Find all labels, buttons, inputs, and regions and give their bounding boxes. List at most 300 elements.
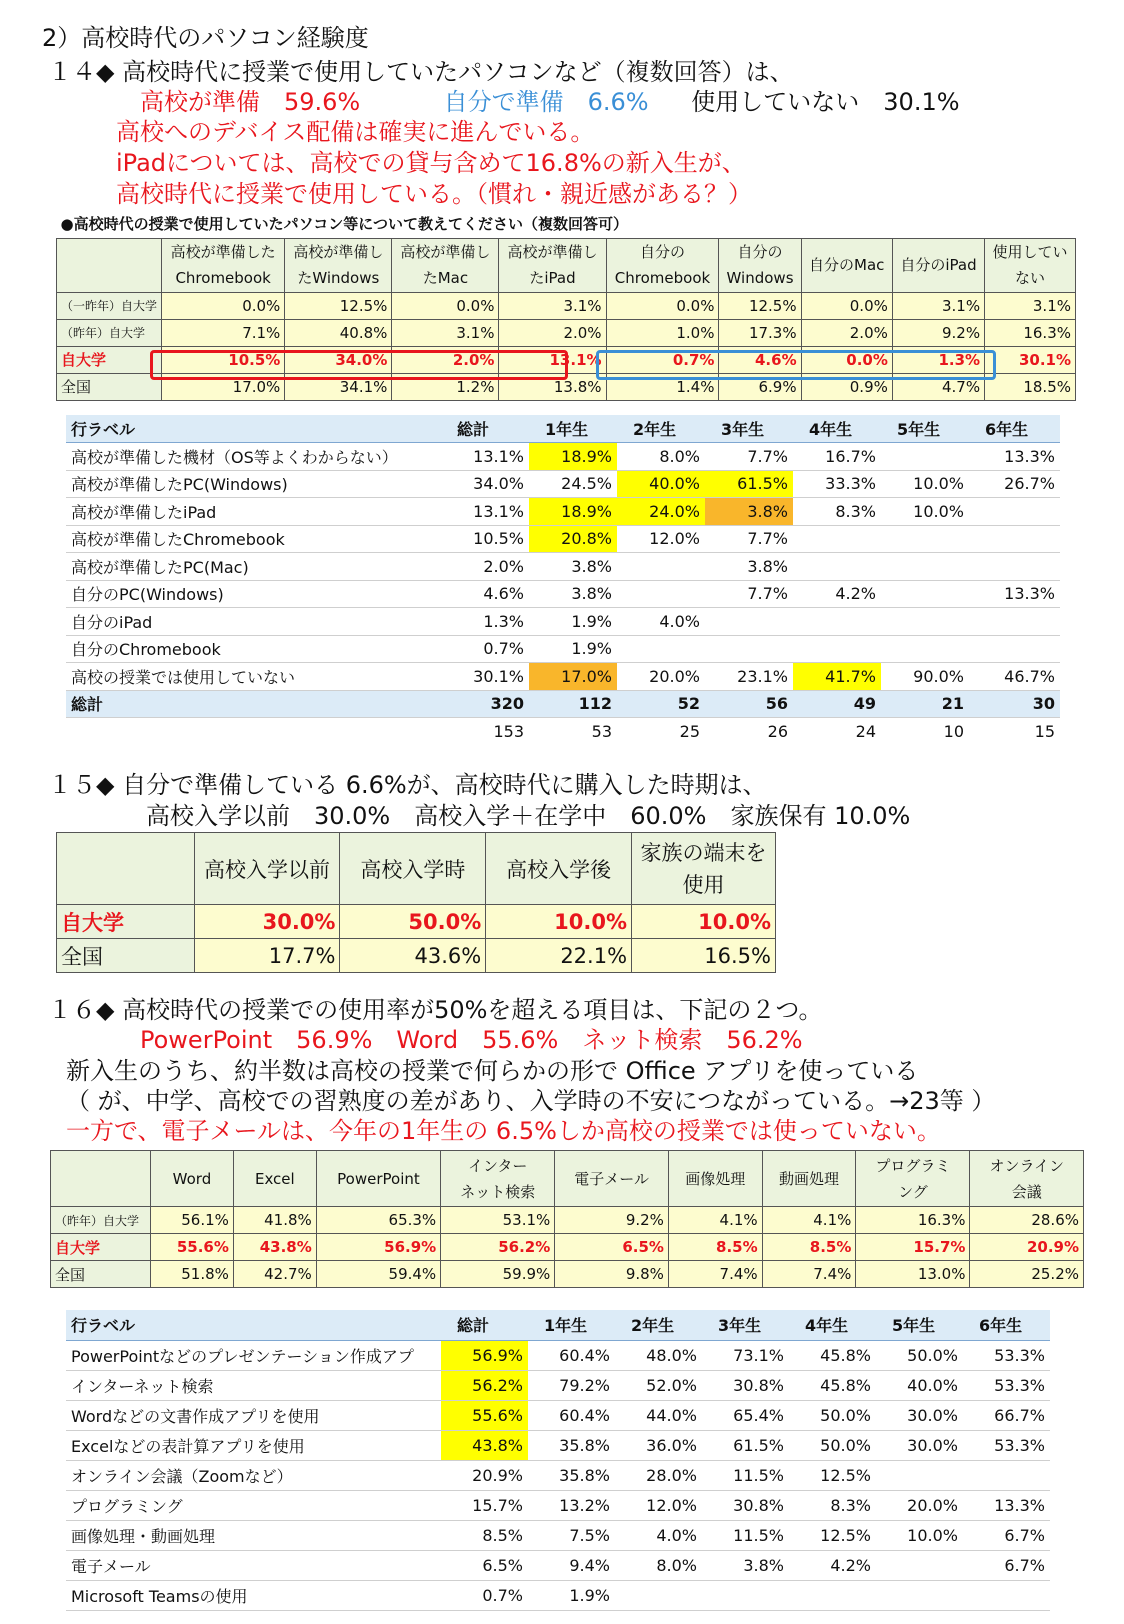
- table-cell: 9.8%: [555, 1261, 669, 1288]
- q14-col-header: [162, 238, 285, 292]
- table-cell: 4.6%: [719, 346, 801, 373]
- pivot-cell: 2.0%: [441, 553, 529, 581]
- q16-col-header: [441, 1151, 555, 1207]
- pivot-cell: 40.0%: [617, 470, 705, 498]
- col-header-line2: Windows: [726, 269, 794, 287]
- q16-col-header: [970, 1151, 1084, 1207]
- pivot-cell: [702, 1580, 789, 1610]
- pivot-row-label: 自分のChromebook: [66, 635, 441, 663]
- table-row: [51, 1261, 1084, 1288]
- q16-heading: １６◆ 高校時代の授業での使用率が50%を超える項目は、下記の２つ。: [48, 996, 823, 1024]
- pivot-header-row: [66, 415, 1060, 443]
- q15-summary: 高校入学以前 30.0% 高校入学＋在学中 60.0% 家族保有 10.0%: [146, 802, 911, 830]
- table-cell: 12.5%: [719, 292, 801, 319]
- pivot-cell: 30.8%: [702, 1490, 789, 1520]
- col-header-line1: 自分の: [737, 243, 783, 261]
- q14-table-title-row: [57, 210, 1076, 238]
- pivot-cell: 0.7%: [441, 635, 529, 663]
- q14-table-title: ●高校時代の授業で使用していたパソコン等について教えてください（複数回答可）: [60, 215, 628, 234]
- q16-pivot-table: [66, 1310, 1050, 1611]
- pivot-row-label: 高校が準備したPC(Windows): [66, 470, 441, 498]
- pivot-total-cell: 21: [881, 690, 969, 718]
- row-label: 自大学: [57, 905, 195, 939]
- pivot-cell: [705, 608, 793, 636]
- pivot-header-cell: 1年生: [529, 415, 617, 443]
- pivot-cell: 10.0%: [876, 1520, 963, 1550]
- pivot-count-cell: 15: [1034, 722, 1055, 741]
- table-cell: 0.0%: [162, 292, 285, 319]
- table-cell: 56.2%: [441, 1234, 555, 1261]
- pivot-cell: 61.5%: [705, 470, 793, 498]
- pivot-cell: [881, 553, 969, 581]
- table-cell: 8.5%: [668, 1234, 762, 1261]
- pivot-row: [66, 635, 1060, 663]
- pivot-cell: 46.7%: [969, 663, 1060, 691]
- pivot-row: [66, 580, 1060, 608]
- pivot-cell: 73.1%: [702, 1340, 789, 1370]
- pivot-cell: 24.5%: [529, 470, 617, 498]
- table-cell: 50.0%: [340, 905, 486, 939]
- col-header-line1: Word: [172, 1169, 212, 1188]
- pivot-cell: 53.3%: [963, 1340, 1050, 1370]
- col-header-line1: 高校が準備し: [507, 243, 598, 261]
- pivot-cell: 28.0%: [615, 1460, 702, 1490]
- pivot-header-cell: 行ラベル: [66, 415, 441, 443]
- pivot-count-cell: 10: [943, 722, 964, 741]
- pivot-cell: [969, 553, 1060, 581]
- col-header-line2: たWindows: [297, 269, 380, 287]
- pivot-cell: 35.8%: [528, 1460, 615, 1490]
- table-cell: 13.8%: [499, 373, 606, 400]
- q16-col-header: [151, 1151, 234, 1207]
- pivot-row: [66, 663, 1060, 691]
- col-header-line1: オンライン: [989, 1156, 1065, 1175]
- pivot-header-cell: 総計: [441, 1310, 528, 1340]
- table-cell: 43.6%: [340, 939, 486, 973]
- table-cell: 17.0%: [162, 373, 285, 400]
- pivot-cell: 34.0%: [441, 470, 529, 498]
- pivot-cell: 1.9%: [529, 608, 617, 636]
- pivot-cell: 56.9%: [441, 1340, 528, 1370]
- pivot-cell: [793, 608, 881, 636]
- header-corner: [51, 1151, 151, 1207]
- pivot-cell: 20.0%: [617, 663, 705, 691]
- q14-table: [56, 210, 1076, 401]
- pivot-row-label: 自分のiPad: [66, 608, 441, 636]
- table-cell: 59.9%: [441, 1261, 555, 1288]
- col-header-line2: たiPad: [529, 269, 576, 287]
- pivot-cell: 30.8%: [702, 1370, 789, 1400]
- table-cell: 30.1%: [985, 346, 1076, 373]
- table-cell: 2.0%: [499, 319, 606, 346]
- pivot-cell: 20.9%: [441, 1460, 528, 1490]
- table-cell: 16.3%: [856, 1207, 970, 1234]
- pivot-cell: [615, 1580, 702, 1610]
- q14-note-2: iPadについては、高校での貸与含めて16.8%の新入生が、: [116, 149, 746, 177]
- pivot-cell: 20.8%: [529, 525, 617, 553]
- table-cell: 4.7%: [892, 373, 984, 400]
- pivot-cell: 23.1%: [705, 663, 793, 691]
- pivot-cell: [793, 525, 881, 553]
- table-cell: 4.1%: [668, 1207, 762, 1234]
- table-cell: 10.0%: [632, 905, 776, 939]
- pivot-cell: 8.3%: [793, 498, 881, 526]
- pivot-row: [66, 525, 1060, 553]
- q16-note-1: 新入生のうち、約半数は高校の授業で何らかの形で Office アプリを使っている: [66, 1057, 919, 1085]
- table-cell: 55.6%: [151, 1234, 234, 1261]
- pivot-cell: 18.9%: [529, 498, 617, 526]
- col-header-line1: 高校が準備し: [293, 243, 384, 261]
- pivot-row-label: オンライン会議（Zoomなど）: [66, 1460, 441, 1490]
- pivot-row-label: Wordなどの文書作成アプリを使用: [66, 1400, 441, 1430]
- pivot-row-label: Microsoft Teamsの使用: [66, 1580, 441, 1610]
- table-cell: 13.0%: [856, 1261, 970, 1288]
- table-cell: 6.9%: [719, 373, 801, 400]
- pivot-header-cell: 4年生: [789, 1310, 876, 1340]
- row-label: （昨年）自大学: [51, 1207, 151, 1234]
- table-row: [57, 939, 776, 973]
- pivot-cell: 18.9%: [529, 443, 617, 471]
- q16-note-3: 一方で、電子メールは、今年の1年生の 6.5%しか高校の授業では使っていない。: [66, 1117, 941, 1145]
- pivot-cell: 7.7%: [705, 580, 793, 608]
- header-corner: [57, 833, 195, 905]
- pivot-cell: 15.7%: [441, 1490, 528, 1520]
- col-header-line1: 自分の: [639, 243, 685, 261]
- table-row: [57, 346, 1076, 373]
- pivot-cell: 52.0%: [615, 1370, 702, 1400]
- pivot-row-label: 高校が準備したPC(Mac): [66, 553, 441, 581]
- table-cell: 25.2%: [970, 1261, 1084, 1288]
- pivot-cell: 11.5%: [702, 1520, 789, 1550]
- table-cell: 3.1%: [392, 319, 499, 346]
- pivot-cell: [881, 443, 969, 471]
- col-header-line1: 動画処理: [779, 1169, 840, 1188]
- q14-col-header: [801, 238, 892, 292]
- table-cell: 9.2%: [892, 319, 984, 346]
- pivot-cell: 36.0%: [615, 1430, 702, 1460]
- pivot-cell: 66.7%: [963, 1400, 1050, 1430]
- table-row: [51, 1207, 1084, 1234]
- pivot-row: [66, 1400, 1050, 1430]
- pivot-cell: 61.5%: [702, 1430, 789, 1460]
- col-header-line2: ング: [898, 1182, 928, 1201]
- table-cell: 3.1%: [892, 292, 984, 319]
- table-cell: 0.0%: [392, 292, 499, 319]
- pivot-cell: 3.8%: [529, 553, 617, 581]
- pivot-cell: [963, 1460, 1050, 1490]
- pivot-cell: [881, 608, 969, 636]
- pivot-cell: 60.4%: [528, 1340, 615, 1370]
- table-cell: 0.0%: [801, 346, 892, 373]
- pivot-cell: [617, 635, 705, 663]
- pivot-cell: 79.2%: [528, 1370, 615, 1400]
- pivot-cell: [881, 525, 969, 553]
- table-cell: 40.8%: [285, 319, 392, 346]
- pivot-row: [66, 1370, 1050, 1400]
- pivot-row-label: 高校が準備したChromebook: [66, 525, 441, 553]
- col-header-line1: 高校が準備した: [170, 243, 276, 261]
- pivot-cell: 41.7%: [793, 663, 881, 691]
- row-label: 全国: [51, 1261, 151, 1288]
- pivot-total-cell: 56: [705, 690, 793, 718]
- table-cell: 53.1%: [441, 1207, 555, 1234]
- table-cell: 0.9%: [801, 373, 892, 400]
- pivot-cell: [876, 1460, 963, 1490]
- table-cell: 0.0%: [606, 292, 719, 319]
- pivot-cell: 30.1%: [441, 663, 529, 691]
- pivot-header-cell: 5年生: [881, 415, 969, 443]
- pivot-cell: 17.0%: [529, 663, 617, 691]
- row-label: 自大学: [57, 346, 162, 373]
- pivot-cell: 4.2%: [793, 580, 881, 608]
- pivot-cell: [963, 1580, 1050, 1610]
- table-cell: 42.7%: [233, 1261, 316, 1288]
- pivot-row: [66, 1460, 1050, 1490]
- pivot-cell: 1.9%: [529, 635, 617, 663]
- pivot-cell: 10.0%: [881, 498, 969, 526]
- table-cell: 41.8%: [233, 1207, 316, 1234]
- pivot-count-cell: 24: [855, 722, 876, 741]
- q15-col-header: 高校入学時: [340, 833, 486, 905]
- pivot-cell: 45.8%: [789, 1370, 876, 1400]
- table-cell: 4.1%: [762, 1207, 856, 1234]
- pivot-row: [66, 608, 1060, 636]
- pivot-header-cell: 4年生: [793, 415, 881, 443]
- pivot-cell: [969, 525, 1060, 553]
- col-header-line1: インター: [468, 1156, 528, 1175]
- pivot-cell: 8.0%: [617, 443, 705, 471]
- pivot-cell: 12.5%: [789, 1520, 876, 1550]
- pivot-cell: 6.5%: [441, 1550, 528, 1580]
- q14-note-3: 高校時代に授業で使用している。（慣れ・親近感がある？）: [116, 180, 752, 208]
- pivot-cell: 12.5%: [789, 1460, 876, 1490]
- q16-col-header: [233, 1151, 316, 1207]
- q14-summary-own: 自分で準備 6.6%: [443, 88, 649, 116]
- pivot-cell: 90.0%: [881, 663, 969, 691]
- pivot-header-cell: 3年生: [702, 1310, 789, 1340]
- q14-pivot-table: [66, 415, 1060, 745]
- q14-col-header: [985, 238, 1076, 292]
- pivot-header-cell: 2年生: [615, 1310, 702, 1340]
- col-header-line1: 自分のMac: [809, 256, 885, 274]
- pivot-row-label: インターネット検索: [66, 1370, 441, 1400]
- q14-col-header: [606, 238, 719, 292]
- pivot-cell: 16.7%: [793, 443, 881, 471]
- col-header-line1: 自分のiPad: [900, 256, 977, 274]
- table-row: [57, 905, 776, 939]
- header-corner: [57, 238, 162, 292]
- pivot-header-cell: 5年生: [876, 1310, 963, 1340]
- col-header-line1: プログラミ: [875, 1156, 951, 1175]
- table-cell: 59.4%: [316, 1261, 440, 1288]
- row-label: 全国: [57, 373, 162, 400]
- pivot-cell: [969, 608, 1060, 636]
- pivot-cell: 40.0%: [876, 1370, 963, 1400]
- pivot-cell: 8.5%: [441, 1520, 528, 1550]
- pivot-count-cell: 25: [679, 722, 700, 741]
- q16-table-header: [51, 1151, 1084, 1207]
- col-header-line2: Chromebook: [614, 269, 711, 287]
- pivot-cell: 45.8%: [789, 1340, 876, 1370]
- table-cell: 18.5%: [985, 373, 1076, 400]
- pivot-cell: 7.7%: [705, 443, 793, 471]
- table-cell: 7.4%: [762, 1261, 856, 1288]
- q14-table-header: [57, 238, 1076, 292]
- table-cell: 7.4%: [668, 1261, 762, 1288]
- pivot-cell: 50.0%: [876, 1340, 963, 1370]
- row-label: （昨年）自大学: [57, 319, 162, 346]
- table-cell: 65.3%: [316, 1207, 440, 1234]
- pivot-cell: 12.0%: [617, 525, 705, 553]
- pivot-cell: 33.3%: [793, 470, 881, 498]
- pivot-cell: 9.4%: [528, 1550, 615, 1580]
- pivot-cell: 1.9%: [528, 1580, 615, 1610]
- pivot-header-cell: 6年生: [963, 1310, 1050, 1340]
- pivot-cell: 26.7%: [969, 470, 1060, 498]
- pivot-cell: 7.7%: [705, 525, 793, 553]
- table-row: [57, 373, 1076, 400]
- col-header-line1: 画像処理: [685, 1169, 746, 1188]
- table-cell: 0.7%: [606, 346, 719, 373]
- table-cell: 3.1%: [985, 292, 1076, 319]
- pivot-cell: 4.2%: [789, 1550, 876, 1580]
- pivot-header-cell: 3年生: [705, 415, 793, 443]
- q14-note-1: 高校へのデバイス配備は確実に進んでいる。: [116, 118, 595, 146]
- pivot-total-row: [66, 690, 1060, 718]
- pivot-cell: 13.1%: [441, 443, 529, 471]
- table-cell: 56.1%: [151, 1207, 234, 1234]
- table-cell: 1.3%: [892, 346, 984, 373]
- pivot-row-label: プログラミング: [66, 1490, 441, 1520]
- q16-col-header: [668, 1151, 762, 1207]
- pivot-row-label: 自分のPC(Windows): [66, 580, 441, 608]
- section-title: 2）高校時代のパソコン経験度: [42, 24, 369, 52]
- pivot-row: [66, 470, 1060, 498]
- pivot-row-label: 高校が準備したiPad: [66, 498, 441, 526]
- col-header-line2: ない: [1015, 269, 1046, 287]
- pivot-row: [66, 1430, 1050, 1460]
- pivot-cell: 53.3%: [963, 1370, 1050, 1400]
- pivot-cell: 3.8%: [702, 1550, 789, 1580]
- table-cell: 10.0%: [486, 905, 632, 939]
- table-cell: 56.9%: [316, 1234, 440, 1261]
- table-cell: 51.8%: [151, 1261, 234, 1288]
- pivot-cell: 4.0%: [617, 608, 705, 636]
- pivot-cell: 1.3%: [441, 608, 529, 636]
- table-cell: 2.0%: [801, 319, 892, 346]
- pivot-total-cell: 49: [793, 690, 881, 718]
- table-cell: 43.8%: [233, 1234, 316, 1261]
- pivot-cell: 6.7%: [963, 1550, 1050, 1580]
- pivot-row-label: PowerPointなどのプレゼンテーション作成アプ: [66, 1340, 441, 1370]
- col-header-line2: 使用: [682, 872, 725, 897]
- pivot-total-cell: 52: [617, 690, 705, 718]
- pivot-cell: 13.2%: [528, 1490, 615, 1520]
- pivot-total-cell: 総計: [66, 690, 441, 718]
- pivot-cell: 10.0%: [881, 470, 969, 498]
- table-row: [51, 1234, 1084, 1261]
- q16-note-2: （ が、中学、高校での習熟度の差があり、入学時の不安につながっている。→23等 ）: [66, 1087, 996, 1115]
- pivot-count-row: [66, 718, 1060, 746]
- pivot-cell: 48.0%: [615, 1340, 702, 1370]
- q14-summary-school: 高校が準備 59.6%: [140, 88, 361, 116]
- col-header-line1: 高校が準備し: [400, 243, 491, 261]
- col-header-line2: ネット検索: [460, 1182, 536, 1201]
- table-cell: 17.3%: [719, 319, 801, 346]
- pivot-row-label: 高校が準備した機材（OS等よくわからない）: [66, 443, 441, 471]
- pivot-cell: 10.5%: [441, 525, 529, 553]
- pivot-cell: 65.4%: [702, 1400, 789, 1430]
- pivot-count-cell: 53: [591, 722, 612, 741]
- row-label: 自大学: [51, 1234, 151, 1261]
- table-row: [57, 319, 1076, 346]
- pivot-cell: 50.0%: [789, 1400, 876, 1430]
- table-cell: 34.0%: [285, 346, 392, 373]
- q14-heading: １４◆ 高校時代に授業で使用していたパソコンなど（複数回答）は、: [48, 58, 794, 86]
- pivot-header-row: [66, 1310, 1050, 1340]
- q16-col-header: [856, 1151, 970, 1207]
- q14-col-header: [285, 238, 392, 292]
- pivot-count-cell: 153: [493, 722, 524, 741]
- pivot-cell: 8.0%: [615, 1550, 702, 1580]
- table-row: [57, 292, 1076, 319]
- pivot-row-label: Excelなどの表計算アプリを使用: [66, 1430, 441, 1460]
- pivot-cell: [705, 635, 793, 663]
- table-cell: 1.2%: [392, 373, 499, 400]
- pivot-row-label: 電子メール: [66, 1550, 441, 1580]
- pivot-header-cell: 1年生: [528, 1310, 615, 1340]
- table-cell: 1.0%: [606, 319, 719, 346]
- pivot-row: [66, 1340, 1050, 1370]
- pivot-header-cell: 総計: [441, 415, 529, 443]
- pivot-cell: 55.6%: [441, 1400, 528, 1430]
- table-cell: 0.0%: [801, 292, 892, 319]
- pivot-cell: 50.0%: [789, 1430, 876, 1460]
- pivot-cell: 53.3%: [963, 1430, 1050, 1460]
- table-cell: 3.1%: [499, 292, 606, 319]
- table-cell: 6.5%: [555, 1234, 669, 1261]
- pivot-cell: 4.6%: [441, 580, 529, 608]
- col-header-line1: 電子メール: [574, 1169, 649, 1188]
- pivot-cell: 24.0%: [617, 498, 705, 526]
- q15-col-header: 高校入学以前: [194, 833, 340, 905]
- pivot-cell: 56.2%: [441, 1370, 528, 1400]
- pivot-row: [66, 1550, 1050, 1580]
- pivot-row: [66, 498, 1060, 526]
- pivot-cell: 30.0%: [876, 1400, 963, 1430]
- pivot-cell: 3.8%: [705, 498, 793, 526]
- pivot-cell: [793, 635, 881, 663]
- table-cell: 20.9%: [970, 1234, 1084, 1261]
- pivot-cell: 30.0%: [876, 1430, 963, 1460]
- pivot-row: [66, 553, 1060, 581]
- pivot-cell: 12.0%: [615, 1490, 702, 1520]
- pivot-cell: 3.8%: [529, 580, 617, 608]
- q15-table-header: [57, 833, 776, 905]
- row-label: （一昨年）自大学: [57, 292, 162, 319]
- table-cell: 7.1%: [162, 319, 285, 346]
- pivot-cell: [617, 580, 705, 608]
- pivot-cell: 43.8%: [441, 1430, 528, 1460]
- pivot-cell: 13.3%: [969, 580, 1060, 608]
- table-cell: 17.7%: [194, 939, 340, 973]
- table-cell: 16.5%: [632, 939, 776, 973]
- q15-heading: １５◆ 自分で準備している 6.6%が、高校時代に購入した時期は、: [48, 771, 767, 799]
- pivot-cell: [881, 580, 969, 608]
- pivot-cell: 0.7%: [441, 1580, 528, 1610]
- table-cell: 12.5%: [285, 292, 392, 319]
- table-cell: 2.0%: [392, 346, 499, 373]
